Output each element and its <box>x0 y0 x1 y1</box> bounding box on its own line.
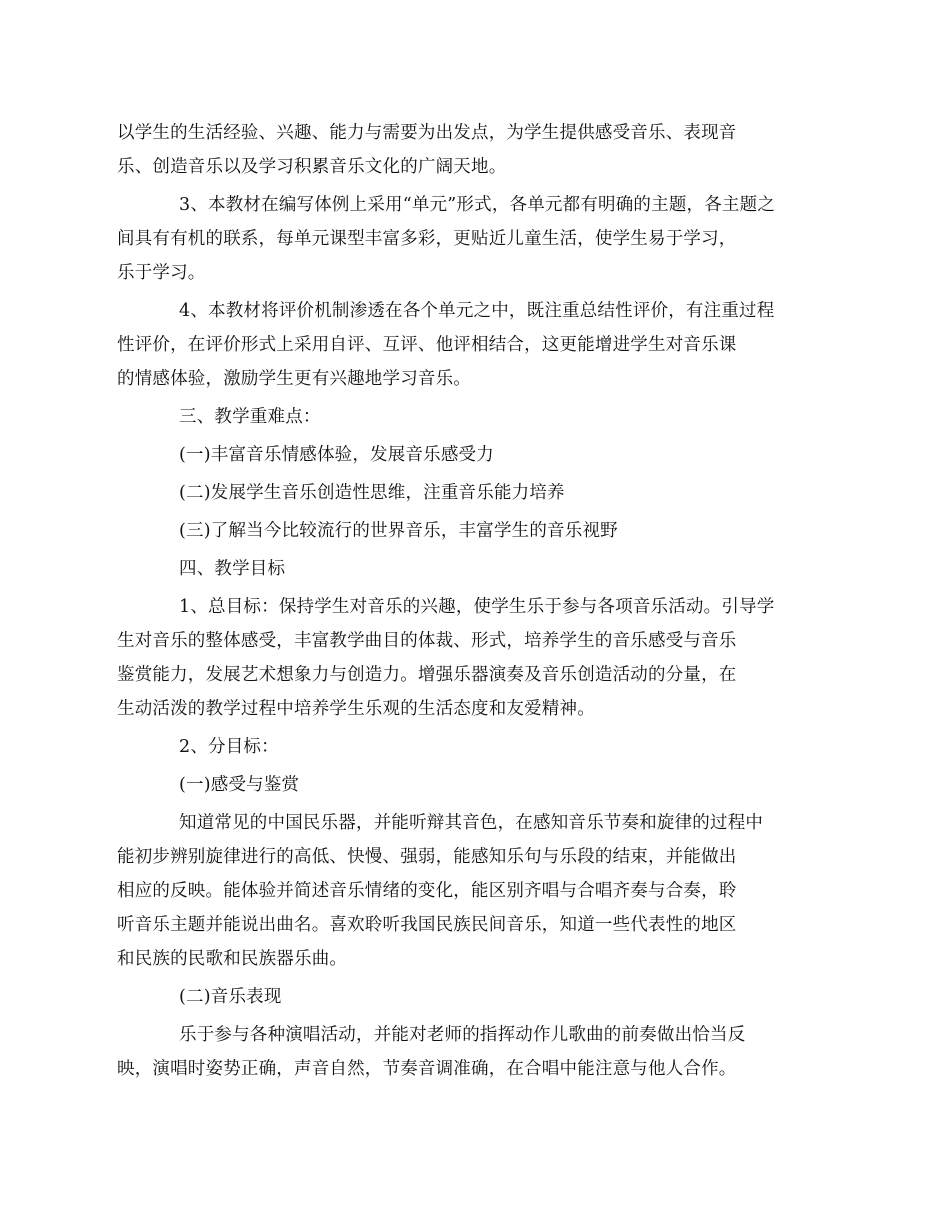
paragraph-p-goal-2 <box>117 730 837 764</box>
text-line: 间具有有机的联系，每单元课型丰富多彩，更贴近儿童生活，使学生易于学习， <box>117 229 737 249</box>
text-line: (三)了解当今比较流行的世界音乐，丰富学生的音乐视野 <box>179 521 618 541</box>
text-line: 乐于学习。 <box>117 263 206 283</box>
text-line: (二)音乐表现 <box>179 987 282 1007</box>
text-line: 的情感体验，激励学生更有兴趣地学习音乐。 <box>117 369 471 389</box>
paragraph-p-intro-cont <box>117 116 837 184</box>
text-line: 四、教学目标 <box>179 559 286 579</box>
text-line: 2、分目标： <box>179 737 279 757</box>
paragraph-p-3 <box>117 188 837 290</box>
text-line: 和民族的民歌和民族器乐曲。 <box>117 949 348 969</box>
text-line: 能初步辨别旋律进行的高低、快慢、强弱，能感知乐句与乐段的结束，并能做出 <box>117 847 737 867</box>
text-line: 3、本教材在编写体例上采用“单元”形式，各单元都有明确的主题，各主题之 <box>179 195 776 215</box>
paragraph-p-sub-1 <box>117 806 837 976</box>
text-line: (一)丰富音乐情感体验，发展音乐感受力 <box>179 445 494 465</box>
paragraph-item-3 <box>117 514 837 548</box>
paragraph-h-4 <box>117 552 837 586</box>
paragraph-item-2 <box>117 476 837 510</box>
text-line: 知道常见的中国民乐器，并能听辩其音色，在感知音乐节奏和旋律的过程中 <box>179 813 764 833</box>
paragraph-p-sub-2 <box>117 1018 837 1086</box>
text-line: 性评价，在评价形式上采用自评、互评、他评相结合，这更能增进学生对音乐课 <box>117 335 737 355</box>
text-line: 乐、创造音乐以及学习积累音乐文化的广阔天地。 <box>117 157 507 177</box>
paragraph-sub-2 <box>117 980 837 1014</box>
text-line: 鉴赏能力，发展艺术想象力与创造力。增强乐器演奏及音乐创造活动的分量，在 <box>117 665 737 685</box>
paragraph-h-3 <box>117 400 837 434</box>
text-line: 听音乐主题并能说出曲名。喜欢聆听我国民族民间音乐，知道一些代表性的地区 <box>117 915 737 935</box>
text-line: (一)感受与鉴赏 <box>179 775 300 795</box>
paragraph-item-1 <box>117 438 837 472</box>
paragraph-p-goal-1 <box>117 590 837 726</box>
text-line: (二)发展学生音乐创造性思维，注重音乐能力培养 <box>179 483 565 503</box>
text-line: 乐于参与各种演唱活动，并能对老师的指挥动作儿歌曲的前奏做出恰当反 <box>179 1025 746 1045</box>
text-line: 1、总目标：保持学生对音乐的兴趣，使学生乐于参与各项音乐活动。引导学 <box>179 597 775 617</box>
text-line: 三、教学重难点： <box>179 407 321 427</box>
document-body <box>117 116 837 1086</box>
paragraph-sub-1 <box>117 768 837 802</box>
text-line: 以学生的生活经验、兴趣、能力与需要为出发点，为学生提供感受音乐、表现音 <box>117 123 737 143</box>
text-line: 映，演唱时姿势正确，声音自然，节奏音调准确，在合唱中能注意与他人合作。 <box>117 1059 737 1079</box>
text-line: 生动活泼的教学过程中培养学生乐观的生活态度和友爱精神。 <box>117 699 595 719</box>
text-line: 4、本教材将评价机制渗透在各个单元之中，既注重总结性评价，有注重过程 <box>179 301 775 321</box>
text-line: 相应的反映。能体验并简述音乐情绪的变化，能区别齐唱与合唱齐奏与合奏，聆 <box>117 881 737 901</box>
text-line: 生对音乐的整体感受，丰富教学曲目的体裁、形式，培养学生的音乐感受与音乐 <box>117 631 737 651</box>
paragraph-p-4 <box>117 294 837 396</box>
